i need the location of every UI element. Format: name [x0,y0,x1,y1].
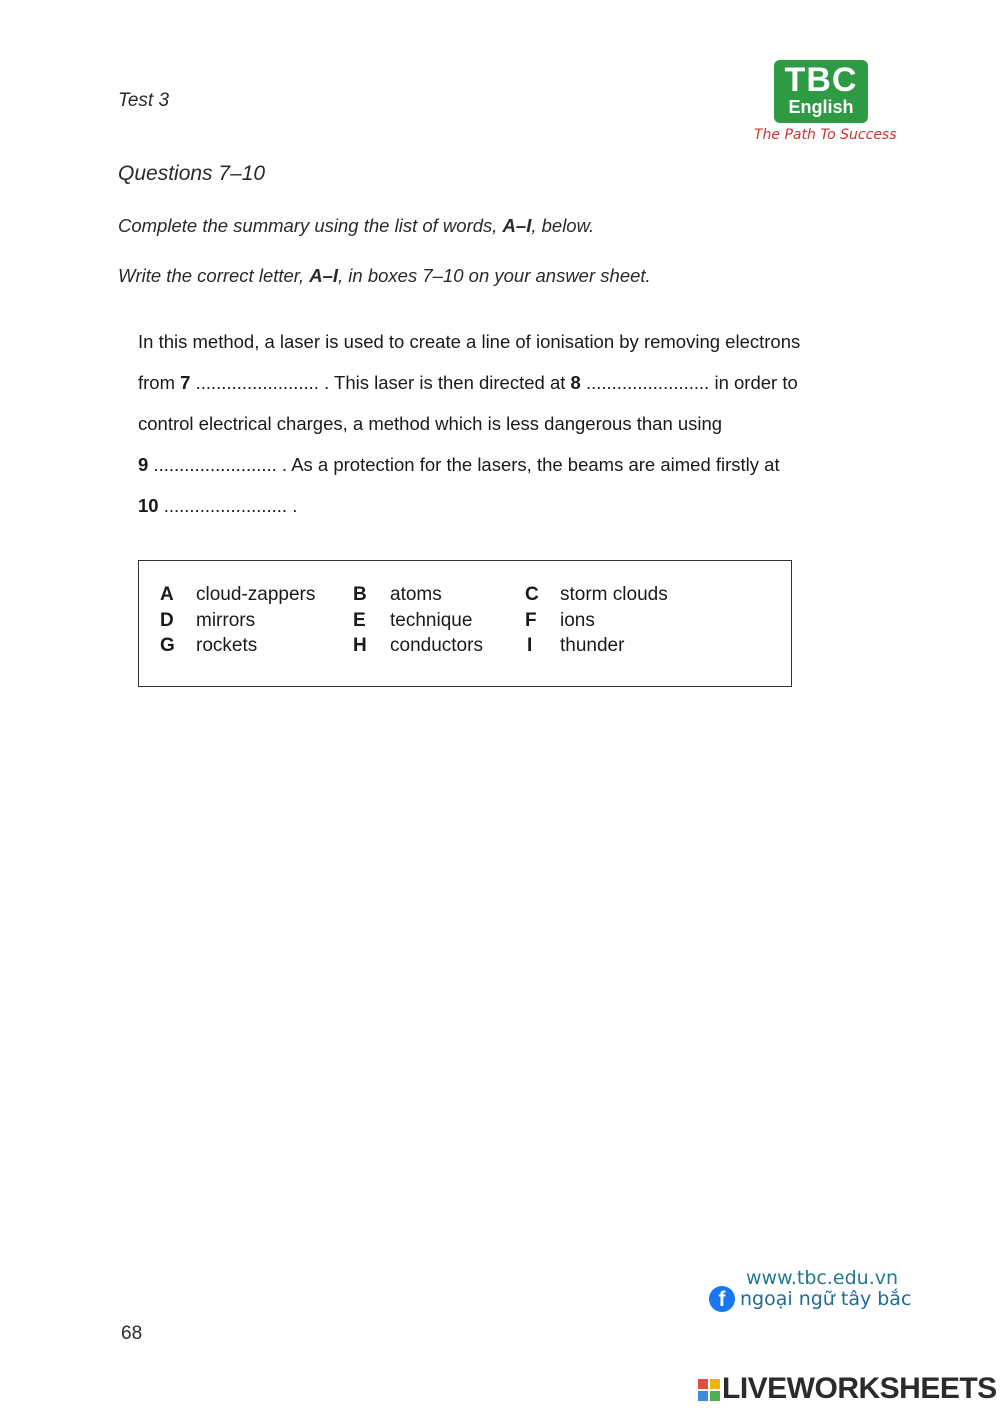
option-word: mirrors [196,610,256,631]
option-word: atoms [390,584,442,605]
tbc-logo [774,60,868,123]
instruction-1 [118,215,594,237]
page-number: 68 [121,1323,143,1344]
instruction-2-pre: Write the correct letter, [118,265,310,286]
facebook-page-name[interactable]: ngoại ngữ tây bắc [740,1288,912,1310]
option-word: thunder [560,635,625,656]
summary-line-1: In this method, a laser is used to create a line of ionisation by removing electrons [138,331,801,352]
summary-line-3: control electrical charges, a method which is less dangerous than using [138,413,723,434]
option-letter: E [353,610,366,631]
website-link[interactable]: www.tbc.edu.vn [746,1267,899,1289]
summary-line-4 [138,454,780,476]
question-9-gap[interactable]: ........................ . As a protection for the lasers, the beams are aimed firstly at [148,454,780,475]
test-label: Test 3 [118,90,170,111]
instruction-1-post: , below. [531,215,595,236]
questions-title: Questions 7–10 [118,162,266,185]
logo-sub-text: English [788,97,854,117]
instruction-1-range: A–I [502,215,532,236]
logo-main-text: TBC [784,61,858,99]
option-letter: G [160,635,175,656]
logo-slogan: The Path To Success [754,127,897,143]
option-word: rockets [196,635,258,656]
option-letter: A [160,584,174,605]
option-letter: I [527,635,533,656]
option-letter: B [353,584,367,605]
option-word: cloud-zappers [196,584,316,605]
question-10-number: 10 [138,495,159,516]
option-letter: C [525,584,539,605]
question-8-gap[interactable]: ........................ in order to [580,372,798,393]
option-letter: F [525,610,537,631]
option-letter: D [160,610,174,631]
option-letter: H [353,635,367,656]
option-word: technique [390,610,473,631]
option-word: ions [560,610,595,631]
option-word: conductors [390,635,483,656]
facebook-icon: f [709,1286,735,1312]
instruction-1-pre: Complete the summary using the list of words, [118,215,503,236]
instruction-2-range: A–I [309,265,339,286]
summary-line-2-pre: from [138,372,181,393]
summary-line-5 [138,495,297,517]
liveworksheets-watermark: LIVEWORKSHEETS [722,1372,997,1405]
question-7-number: 7 [180,372,191,393]
option-word: storm clouds [560,584,668,605]
summary-line-2 [138,372,798,394]
question-9-number: 9 [138,454,149,475]
question-7-gap[interactable]: ........................ . This laser is then directed at [190,372,571,393]
instruction-2 [118,265,651,287]
question-8-number: 8 [570,372,581,393]
liveworksheets-icon [698,1379,720,1401]
question-10-gap[interactable]: ........................ . [158,495,298,516]
instruction-2-post: , in boxes 7–10 on your answer sheet. [338,265,651,286]
